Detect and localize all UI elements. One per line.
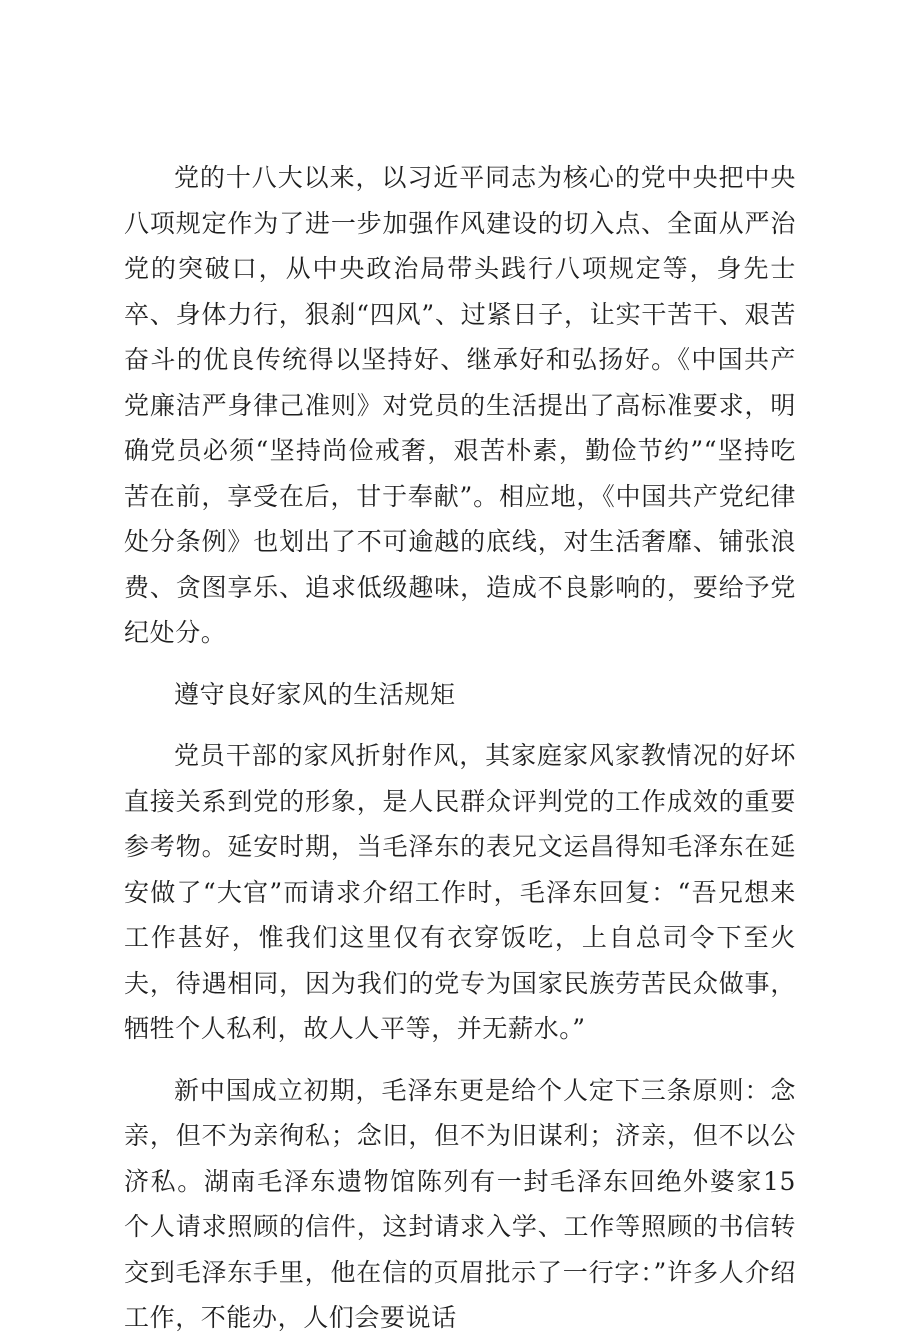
paragraph-family-style: 党员干部的家风折射作风，其家庭家风家教情况的好坏直接关系到党的形象，是人民群众评判党的工作成效的重要参考物。延安时期，当毛泽东的表兄文运昌得知毛泽东在延安做了“大官”而请求介绍工作时，毛泽东回复：“吾兄想来工作甚好，惟我们这里仅有衣穿饭吃，上自总司令下至火夫，待遇相同，因为我们的党专为国家民族劳苦民众做事，牺牲个人私利，故人人平等，并无薪水。” xyxy=(124,741,796,1043)
section-heading: 遵守良好家风的生活规矩 xyxy=(174,679,456,709)
paragraph-three-principles: 新中国成立初期，毛泽东更是给个人定下三条原则：念亲，但不为亲徇私；念旧，但不为旧谋利；济亲，但不以公济私。湖南毛泽东遗物馆陈列有一封毛泽东回绝外婆家15个人请求照顾的信件，这封请求入学、工作等照顾的书信转交到毛泽东手里，他在信的页眉批示了一行字：”许多人介绍工作，不能办，人们会要说话 xyxy=(124,1075,796,1332)
document-body xyxy=(124,155,796,1341)
paragraph-eight-rules: 党的十八大以来，以习近平同志为核心的党中央把中央八项规定作为了进一步加强作风建设的切入点、全面从严治党的突破口，从中央政治局带头践行八项规定等，身先士卒、身体力行，狠刹“四风”、过紧日子，让实干苦干、艰苦奋斗的优良传统得以坚持好、继承好和弘扬好。《中国共产党廉洁严身律己准则》对党员的生活提出了高标准要求，明确党员必须“坚持尚俭戒奢，艰苦朴素，勤俭节约”“坚持吃苦在前，享受在后，甘于奉献”。相应地，《中国共产党纪律处分条例》也划出了不可逾越的底线，对生活奢靡、铺张浪费、贪图享乐、追求低级趣味，造成不良影响的，要给予党纪处分。 xyxy=(124,163,796,647)
